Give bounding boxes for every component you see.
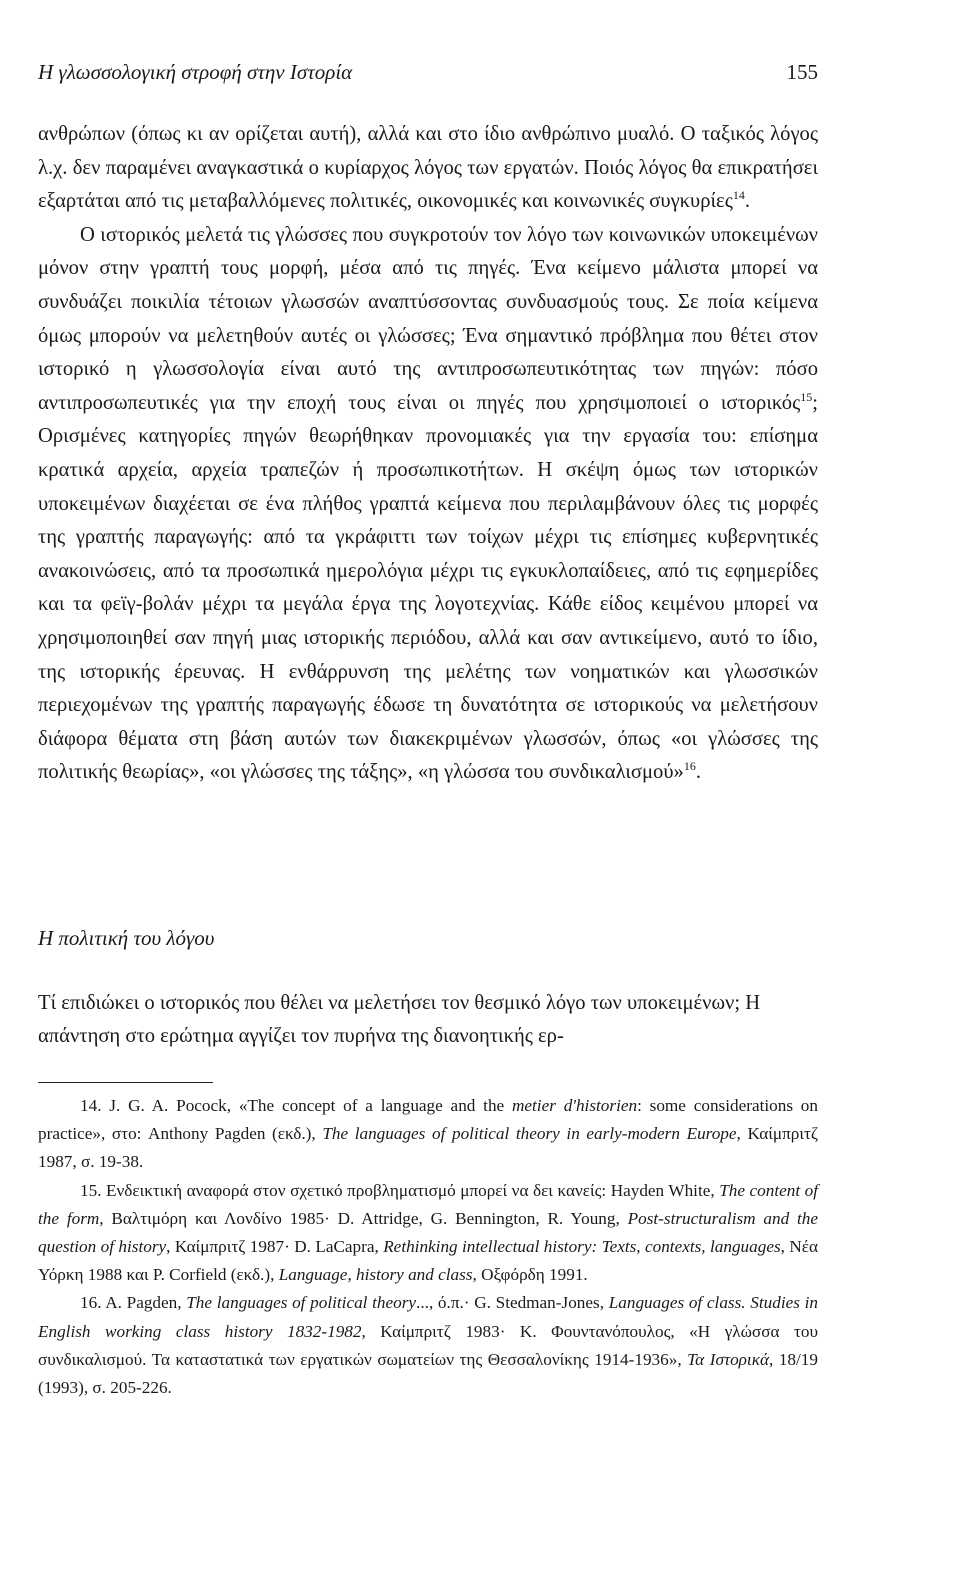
- footnote-title: The content of the form: [38, 1180, 818, 1228]
- footnote-title: Language, history and class: [278, 1265, 473, 1285]
- footnote-14: [38, 1092, 818, 1177]
- footnote-text: 15. Ενδεικτική αναφορά στον σχετικό προβληματισμό μπορεί να δει κανείς: Hayden White,: [80, 1180, 720, 1200]
- footnote-title: Τα Ιστορικά: [687, 1349, 769, 1369]
- footnote-text: , Καίμπριτζ 1987, σ. 19-38.: [38, 1124, 818, 1172]
- footnote-text: ..., ό.π.· G. Stedman-Jones,: [416, 1293, 609, 1313]
- footnote-text: , Νέα Υόρκη 1988 και P. Corfield (εκδ.),: [38, 1237, 818, 1285]
- footnote-ref: 14: [732, 188, 745, 203]
- footnote-text: 16. A. Pagden,: [80, 1293, 187, 1313]
- section-heading: Η πολιτική του λόγου: [38, 926, 215, 950]
- footnote-title: metier d'historien: [511, 1096, 638, 1115]
- paragraph: [38, 219, 818, 790]
- footnote-text: , Καίμπριτζ 1987· D. LaCapra,: [166, 1237, 384, 1257]
- paragraph: [38, 118, 818, 219]
- paragraph-text: Ο ιστορικός μελετά τις γλώσσες που συγκροτούν τον λόγο των κοινωνικών υποκειμένων μόνον στην γραπτή τους μορφή, μέσα από τις πηγές. Ένα κείμενο μάλιστα μπορεί να συνδυάζει ποικιλία τέτοιων γλωσσών αναπτύσσοντας συνδυασμούς τους. Σε ποία κείμενα όμως μπορούν να μελετηθούν αυτές οι γλώσσες; Ένα σημαντικό πρόβλημα που θέτει στον ιστορικό η γλωσσολογία είναι αυτό της αντιπροσωπευτικότητας των πηγών: πόσο αντιπροσωπευτικές για την εποχή τους είναι οι πηγές που χρησιμοποιεί ο ιστορικός: [38, 223, 818, 414]
- paragraph: Τί επιδιώκει ο ιστορικός που θέλει να μελετήσει τον θεσμικό λόγο των υποκειμένων; Η απάντηση στο ερώτημα αγγίζει τον πυρήνα της διανοητικής ερ-: [38, 991, 761, 1048]
- footnote-ref: 16: [683, 759, 696, 774]
- footnote-text: , Οξφόρδη 1991.: [472, 1265, 588, 1285]
- paragraph-text: .: [744, 190, 751, 213]
- footnote-text: : some considerations on practice», στο: Anthony Pagden (εκδ.),: [38, 1096, 818, 1144]
- footnote-text: , 18/19 (1993), σ. 205-226.: [38, 1349, 818, 1398]
- footnote-title: The languages of political theory: [186, 1293, 417, 1313]
- footnote-ref: 15: [800, 389, 813, 404]
- running-title: Η γλωσσολογική στροφή στην Ιστορία: [38, 60, 353, 84]
- footnote-15: [38, 1177, 818, 1290]
- footnote-text: , Βαλτιμόρη και Λονδίνο 1985· D. Attridge, G. Bennington, R. Young,: [99, 1208, 628, 1228]
- section-text: [38, 966, 818, 1074]
- footnote-text: , Καίμπριτζ 1983· Κ. Φουντανόπουλος, «Η γλώσσα του συνδικαλισμού. Τα καταστατικά των εργατικών σωματείων της Θεσσαλονίκης 1914-1936»,: [38, 1321, 818, 1369]
- footnote-text: 14. J. G. A. Pocock, «The concept of a language and the: [80, 1096, 512, 1115]
- page-header: [38, 52, 818, 92]
- footnote-title: The languages of political theory in early-modern Europe: [322, 1124, 737, 1144]
- footnote-title: Post-structuralism and the question of history: [38, 1208, 818, 1257]
- footnote-divider: [38, 1082, 213, 1083]
- paragraph-text: .: [695, 761, 701, 784]
- footnote-title: Rethinking intellectual history: Texts, contexts, languages: [383, 1237, 781, 1257]
- footnote-16: [38, 1289, 818, 1402]
- footnotes: [38, 1092, 818, 1402]
- paragraph-text: ανθρώπων (όπως κι αν ορίζεται αυτή), αλλά και στο ίδιο ανθρώπινο μυαλό. Ο ταξικός λόγος λ.χ. δεν παραμένει αναγκαστικά ο κυρίαρχος λόγος των εργατών. Ποιός λόγος θα επικρατήσει εξαρτάται από τις μεταβαλλόμενες πολιτικές, οικονομικές και κοινωνικές συγκυρίες: [38, 123, 818, 213]
- paragraph-text: ; Ορισμένες κατηγορίες πηγών θεωρήθηκαν προνομιακές για την εργασία του: επίσημα κρατικά αρχεία, αρχεία τραπεζών ή προσωπικοτήτων. Η σκέψη όμως των ιστορικών υποκειμένων διαχέεται σε ένα πλήθος γραπτά κείμενα που περιλαμβάνουν όλες τις μορφές της γραπτής παραγωγής: από τα γκράφιττι των τοίχων μέχρι τις επίσημες κυβερνητικές ανακοινώσεις, από τα προσωπικά ημερολόγια μέχρι τις εγκυκλοπαίδειες, από τις εφημερίδες και τα φεϊγ-βολάν μέχρι τα μεγάλα έργα της λογοτεχνίας. Κάθε είδος κειμένου μπορεί να χρησιμοποιηθεί σαν πηγή μιας ιστορικής περιόδου, αλλά και σαν αντικείμενο, αυτό το ίδιο, της ιστορικής έρευνας. Η ενθάρρυνση της μελέτης των νοηματικών και γλωσσικών περιεχομένων της γραπτής παραγωγής έδωσε τη δυνατότητα σε ιστορικούς να μελετήσουν διάφορα θέματα στη βάση αυτών των διακεκριμένων γλωσσών, όπως «οι γλώσσες της πολιτικής θεωρίας», «οι γλώσσες της τάξης», «η γλώσσα του συνδικαλισμού»: [38, 391, 818, 784]
- page-number: 155: [786, 60, 818, 84]
- main-text: [38, 118, 818, 790]
- footnote-title: Languages of class. Studies in English working class history 1832-1982: [38, 1293, 818, 1341]
